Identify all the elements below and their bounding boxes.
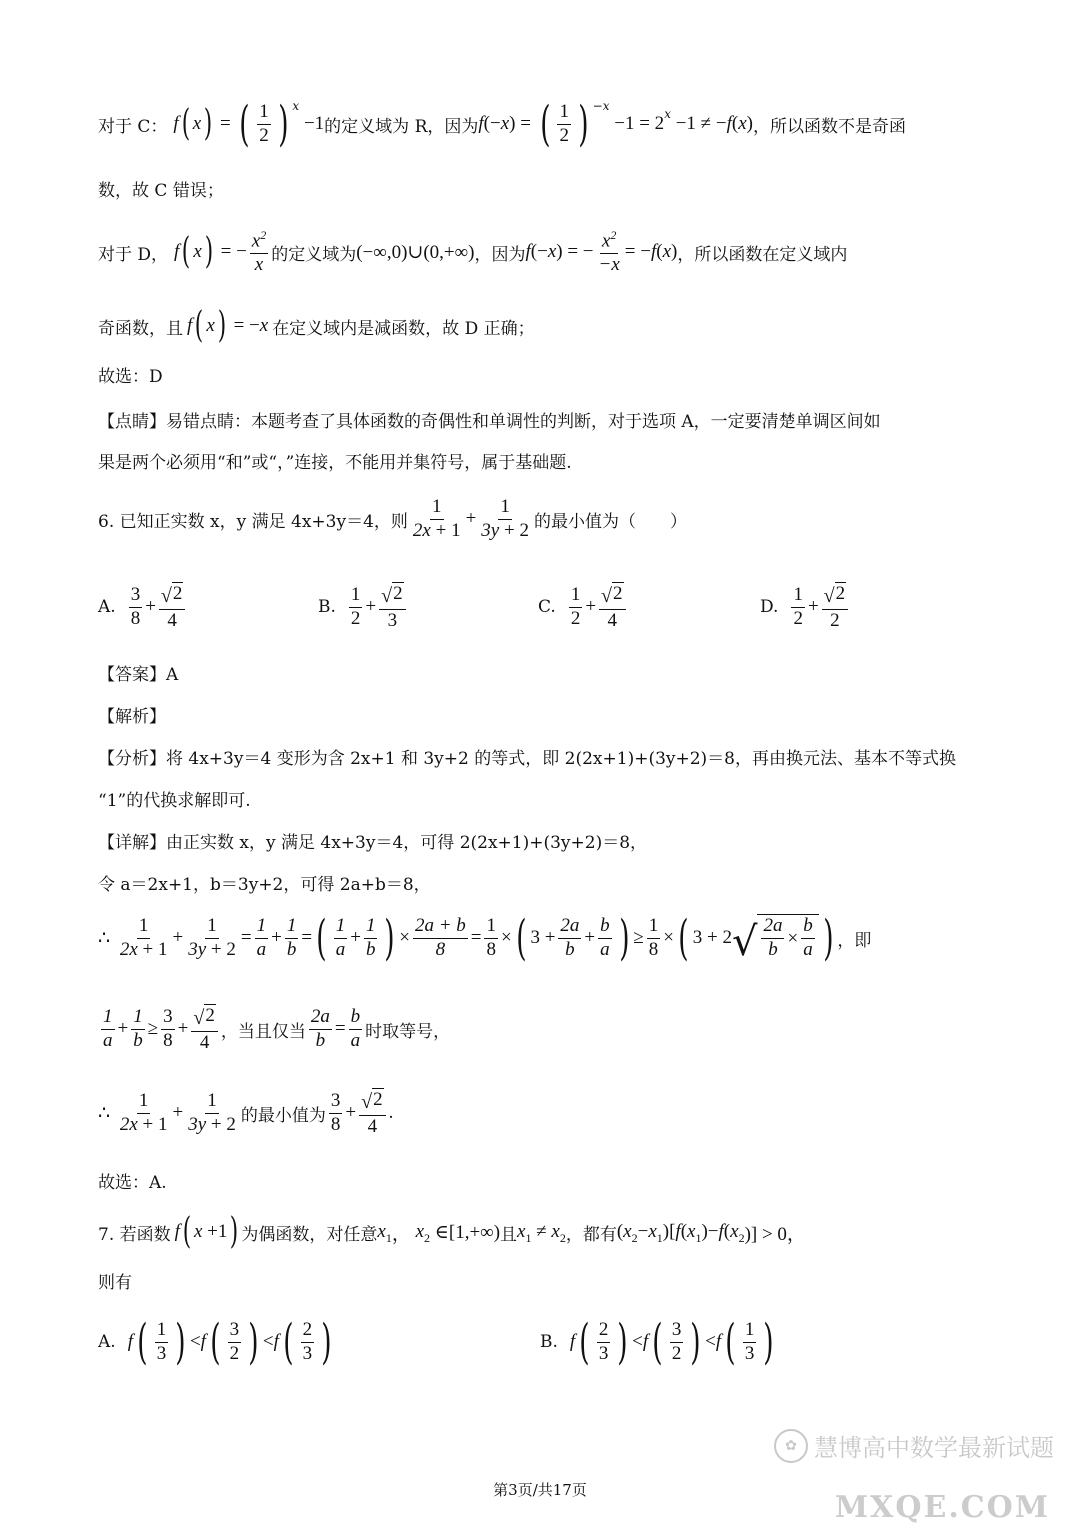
question-6-option-c[interactable]: C. $\frac{1}{2}$ + √ 2 4 bbox=[538, 582, 629, 632]
question-7-option-b[interactable]: B. f ( $\frac{2}{3}$ ) < f ( $\frac{3}{2}$ ) < f ( $\frac{1}{3}$ ) bbox=[540, 1314, 774, 1370]
watermark-domain: MXQE.COM bbox=[834, 1490, 1050, 1525]
q6-choose: 故选：A. bbox=[98, 1173, 167, 1193]
question-7-stem: 7. 若函数 f ( x +1 ) 为偶函数，对任意 x 1 ， x 2 ∈[1,+∞) 且 x 1 ≠ x 2 ，都有 ( x 2 − x 1 )[ f ( x 1 )− f ( x 2 )] > 0， bbox=[98, 1211, 806, 1252]
q6-analysis-title: 【解析】 bbox=[98, 707, 166, 727]
option-c-analysis: 对于 C： f ( x ) = ( $\frac{1}{2}$ ) x −1 的定义域为 R，因为 f (− x ) = ( $\frac{1}{2}$ ) −x −1 = 2 x −1 ≠ − f ( x ) ，所以函数不是奇函 bbox=[98, 96, 906, 152]
q6-inequality: $\frac{1}{a}$ + $\frac{1}{b}$ ≥ $\frac{3}{8}$ + √ 2 4 ，当且仅当 $\frac{2a}{b}$ = $\frac{b}{a}$ 时取等号， bbox=[103, 1005, 451, 1053]
option-c-conclusion: 数，故 C 错误； bbox=[98, 181, 224, 201]
tip-line-2: 果是两个必须用“和”或“，”连接，不能用并集符号，属于基础题. bbox=[98, 453, 572, 473]
q6-answer: 【答案】A bbox=[98, 665, 179, 685]
wechat-icon: ✿ bbox=[774, 1429, 808, 1463]
question-6-option-b[interactable]: B. $\frac{1}{2}$ + √ 2 3 bbox=[318, 582, 409, 632]
option-d-analysis: 对于 D， f ( x ) = − $\frac{x^2}{x}$ 的定义域为 (−∞,0)∪(0,+∞) ，因为 f (− x ) = − $\frac{x^2}{-x}$ = − f ( x ) ，所以函数在定义域内 bbox=[98, 228, 848, 276]
tip-line-1: 【点睛】易错点睛：本题考查了具体函数的奇偶性和单调性的判断，对于选项 A，一定要清楚单调区间如 bbox=[98, 412, 881, 432]
q6-fenxi-2: “1”的代换求解即可. bbox=[98, 791, 251, 811]
question-6-stem: 6. 已知正实数 x，y 满足 4x+3y＝4，则 $\frac{1}{2x + 1}$ + $\frac{1}{3y + 2}$ 的最小值为（ ） bbox=[98, 496, 687, 541]
q6-detail-2: 令 a＝2x+1，b＝3y+2，可得 2a+b＝8， bbox=[98, 875, 431, 895]
q6-fenxi-1: 【分析】将 4x+3y＝4 变形为含 2x+1 和 3y+2 的等式，即 2(2x+1)+(3y+2)＝8，再由换元法、基本不等式换 bbox=[98, 749, 957, 769]
q6-derivation: ∴ $\frac{1}{2x + 1}$ + $\frac{1}{3y + 2}$ = $\frac{1}{a}$ + $\frac{1}{b}$ = ( $\frac{1}{a}$ + $\frac{1}{b}$ ) × $\frac{2a + b}{8}$ = $\frac{1}{8}$ × ( 3 + $\frac{2a}{b}$ + $\frac{b}{a}$ ) ≥ $\frac{1}{8}$ × ( 3 + 2 √ $\frac{2a}{b}$ × $\frac{b}{a}$ ) ，即 bbox=[98, 910, 872, 966]
choose-d: 故选：D bbox=[98, 367, 163, 387]
q6-minimum: ∴ $\frac{1}{2x + 1}$ + $\frac{1}{3y + 2}$ 的最小值为 $\frac{3}{8}$ + √ 2 4 . bbox=[98, 1089, 394, 1137]
question-6-option-a[interactable]: A. $\frac{3}{8}$ + √ 2 4 bbox=[98, 582, 188, 632]
q6-detail-1: 【详解】由正实数 x，y 满足 4x+3y＝4，可得 2(2x+1)+(3y+2)＝8， bbox=[98, 833, 648, 853]
question-7-option-a[interactable]: A. f ( $\frac{1}{3}$ ) < f ( $\frac{3}{2}$ ) < f ( $\frac{2}{3}$ ) bbox=[98, 1314, 332, 1370]
page-footer: 第3页/共17页 bbox=[493, 1481, 587, 1499]
question-6-option-d[interactable]: D. $\frac{1}{2}$ + √ 2 2 bbox=[760, 582, 851, 632]
question-7-then: 则有 bbox=[98, 1273, 132, 1293]
watermark: ✿ 慧博高中数学最新试题 bbox=[774, 1428, 1054, 1463]
option-d-conclusion: 奇函数，且 f ( x ) = − x 在定义域内是减函数，故 D 正确； bbox=[98, 305, 535, 346]
